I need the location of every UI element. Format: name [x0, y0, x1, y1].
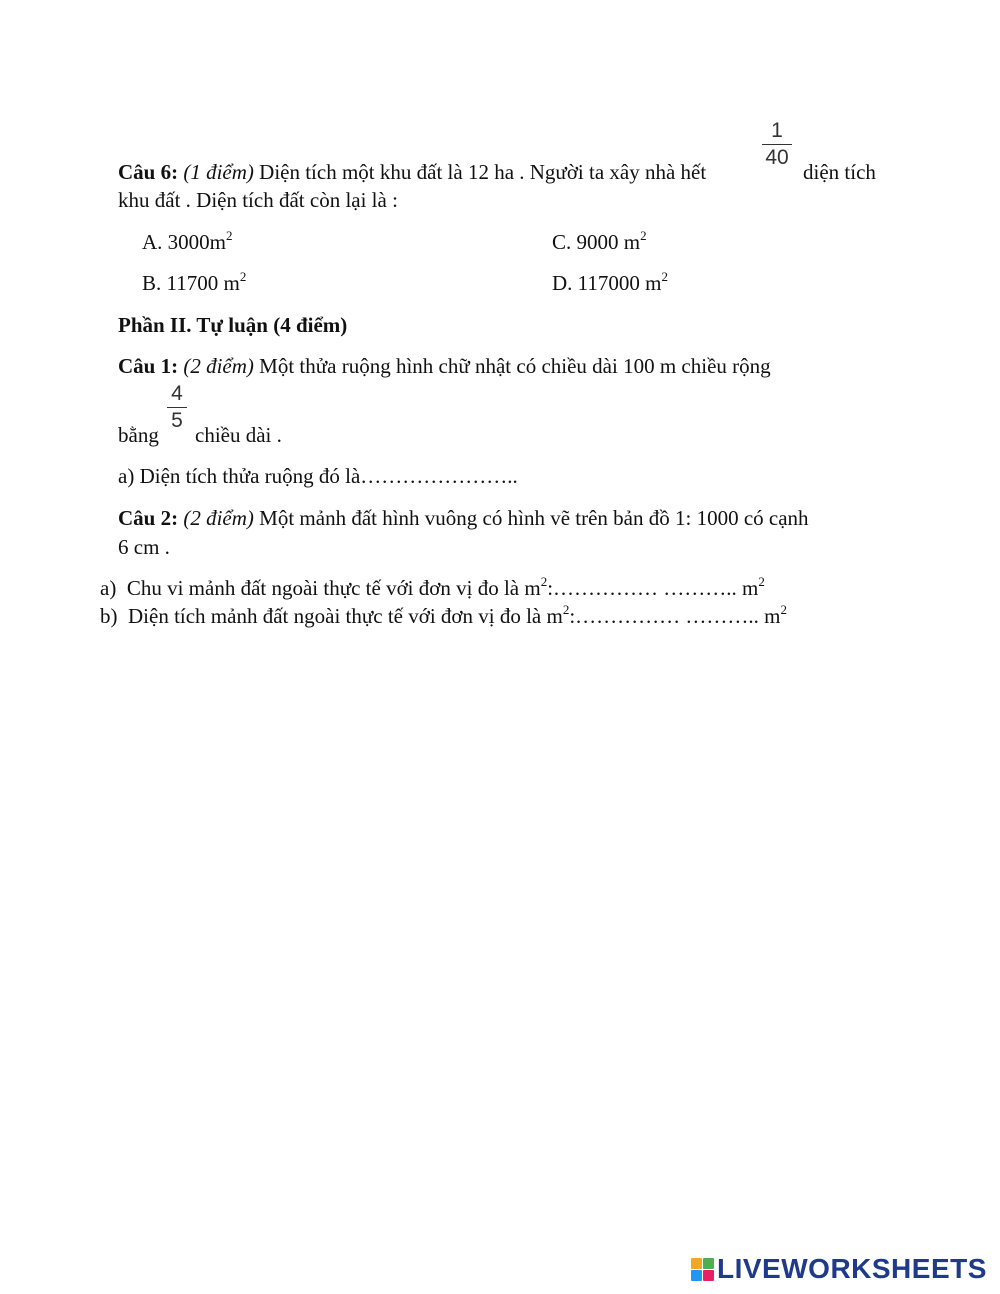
superscript: 2 [661, 269, 668, 284]
q6-frac-num: 1 [771, 119, 783, 142]
q2-item-a [100, 576, 765, 601]
option-text: C. 9000 m [552, 230, 641, 254]
superscript: 2 [239, 269, 247, 284]
q6-text-after: diện tích [803, 160, 876, 184]
q6-option-b[interactable] [142, 271, 246, 296]
q6-option-d[interactable] [552, 271, 668, 296]
q1-frac-num: 4 [171, 382, 183, 405]
answer-blank[interactable]: :…………… ……….. m [569, 604, 781, 628]
q6-fraction [762, 120, 792, 169]
superscript: 2 [640, 228, 647, 243]
superscript: 2 [540, 574, 548, 589]
superscript: 2 [780, 602, 788, 617]
q6-text-before: Diện tích một khu đất là 12 ha . Người ta xây nhà hết [253, 160, 707, 184]
item-text: Chu vi mảnh đất ngoài thực tế với đơn vị đo là m [126, 576, 541, 600]
superscript: 2 [758, 574, 765, 589]
q6-label: Câu 6: [118, 160, 179, 184]
q2-label: Câu 2: [118, 506, 179, 530]
option-text: D. 117000 m [552, 271, 662, 295]
item-text: Diện tích mảnh đất ngoài thực tế với đơn vị đo là m [128, 604, 563, 628]
part2-title-text: Phần II. Tự luận (4 điểm) [118, 313, 348, 337]
q1-fraction [167, 383, 187, 432]
q2-text: Một mảnh đất hình vuông có hình vẽ trên bản đồ 1: 1000 có cạnh [253, 506, 809, 530]
q1-points: (2 điểm) [183, 354, 254, 378]
brand-name: LIVEWORKSHEETS [717, 1253, 987, 1284]
q1-sub-a[interactable]: a) Diện tích thửa ruộng đó là………………….. [118, 464, 518, 488]
q2-line1 [118, 506, 809, 531]
logo-square [703, 1270, 714, 1281]
liveworksheets-logo [691, 1254, 987, 1284]
q1-text-after: chiều dài . [195, 423, 282, 447]
q6-line2: khu đất . Diện tích đất còn lại là : [118, 188, 398, 212]
q1-text: Một thửa ruộng hình chữ nhật có chiều dài 100 m chiều rộng [253, 354, 771, 378]
fraction-bar [762, 144, 792, 145]
q6-option-c[interactable] [552, 230, 647, 255]
q1-label: Câu 1: [118, 354, 179, 378]
q6-line1 [118, 160, 706, 185]
superscript: 2 [226, 228, 233, 243]
logo-square [691, 1270, 702, 1281]
logo-grid-icon [691, 1258, 714, 1281]
q1-frac-den: 5 [171, 409, 183, 432]
option-text: B. 11700 m [142, 271, 240, 295]
q6-frac-den: 40 [765, 146, 789, 169]
part2-title [118, 313, 347, 338]
q1-text-before: bằng [118, 423, 159, 447]
answer-blank[interactable]: :…………… ……….. m [547, 576, 759, 600]
item-marker: b) [100, 604, 118, 628]
superscript: 2 [562, 602, 570, 617]
logo-square [691, 1258, 702, 1269]
item-marker: a) [100, 576, 117, 600]
fraction-bar [167, 407, 187, 408]
q6-points: (1 điểm) [183, 160, 254, 184]
q2-line2: 6 cm . [118, 535, 170, 559]
q2-points: (2 điểm) [183, 506, 254, 530]
q2-item-b [100, 604, 787, 629]
q1-line1 [118, 354, 771, 379]
q6-option-a[interactable] [142, 230, 233, 255]
option-text: A. 3000m [142, 230, 226, 254]
logo-square [703, 1258, 714, 1269]
